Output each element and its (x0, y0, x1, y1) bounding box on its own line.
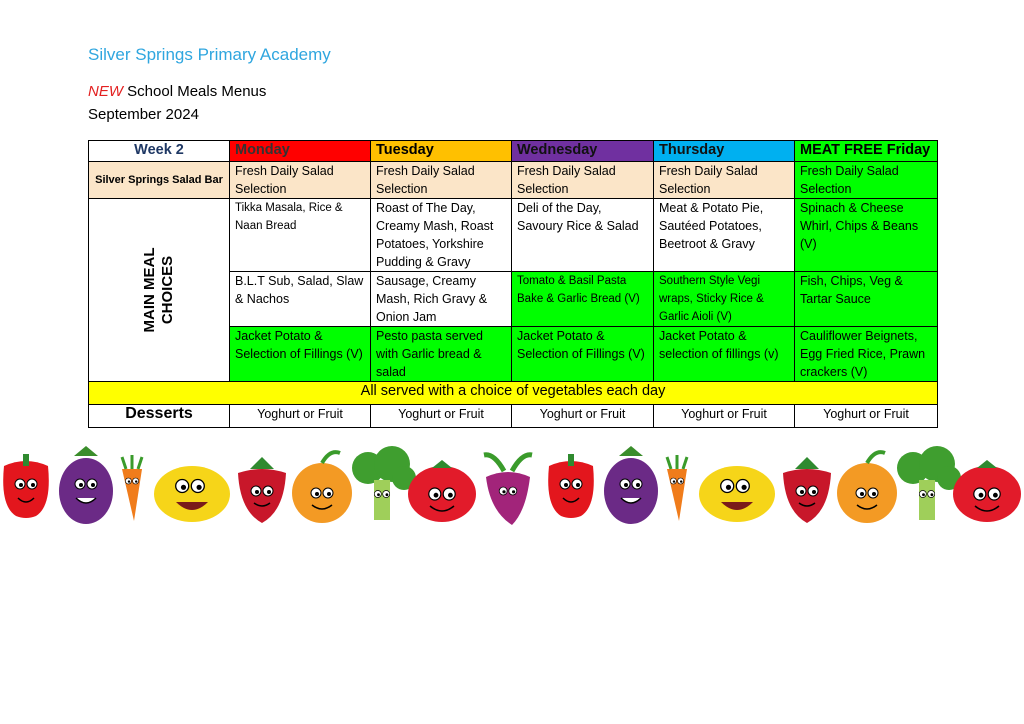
meal-tue-3: Pesto pasta served with Garlic bread & salad (371, 327, 512, 382)
meal-fri-1: Spinach & Cheese Whirl, Chips & Beans (V) (795, 199, 938, 272)
dessert-thursday: Yoghurt or Fruit (654, 405, 795, 428)
meal-mon-3: Jacket Potato & Selection of Fillings (V) (230, 327, 371, 382)
veg-set-2 (548, 446, 1024, 525)
salad-bar-label: Silver Springs Salad Bar (89, 162, 230, 199)
dessert-tuesday: Yoghurt or Fruit (371, 405, 512, 428)
main-meal-label (89, 199, 230, 382)
meal-thu-2: Southern Style Vegi wraps, Sticky Rice & Garlic Aioli (V) (654, 272, 795, 327)
desserts-row (89, 405, 938, 428)
main-row-1 (89, 199, 938, 272)
menu-subtitle (88, 80, 266, 126)
meal-fri-3: Cauliflower Beignets, Egg Fried Rice, Prawn crackers (V) (795, 327, 938, 382)
salad-thursday: Fresh Daily Salad Selection (654, 162, 795, 199)
meal-thu-1: Meat & Potato Pie, Sautéed Potatoes, Beetroot & Gravy (654, 199, 795, 272)
menu-table (88, 140, 938, 428)
header-row (89, 141, 938, 162)
salad-row (89, 162, 938, 199)
school-name: Silver Springs Primary Academy (88, 45, 331, 64)
salad-monday: Fresh Daily Salad Selection (230, 162, 371, 199)
meal-tue-2: Sausage, Creamy Mash, Rich Gravy & Onion Jam (371, 272, 512, 327)
day-monday: Monday (230, 141, 371, 162)
veg-set-1 (3, 446, 532, 525)
main-meal-text: MAIN MEAL CHOICES (141, 247, 176, 333)
dessert-monday: Yoghurt or Fruit (230, 405, 371, 428)
meal-wed-1: Deli of the Day, Savoury Rice & Salad (512, 199, 654, 272)
meal-mon-2: B.L.T Sub, Salad, Slaw & Nachos (230, 272, 371, 327)
salad-friday: Fresh Daily Salad Selection (795, 162, 938, 199)
dessert-friday: Yoghurt or Fruit (795, 405, 938, 428)
meal-wed-3: Jacket Potato & Selection of Fillings (V) (512, 327, 654, 382)
menu-date: September 2024 (88, 106, 199, 123)
menu-title: School Meals Menus (123, 83, 267, 100)
day-tuesday: Tuesday (371, 141, 512, 162)
meal-wed-2: Tomato & Basil Pasta Bake & Garlic Bread (V) (512, 272, 654, 327)
day-wednesday: Wednesday (512, 141, 654, 162)
menu-title-line (88, 80, 266, 103)
meal-tue-1: Roast of The Day, Creamy Mash, Roast Potatoes, Yorkshire Pudding & Gravy (371, 199, 512, 272)
desserts-label: Desserts (89, 405, 230, 428)
week-label: Week 2 (89, 141, 230, 162)
vegetables-row (89, 382, 938, 405)
meal-fri-2: Fish, Chips, Veg & Tartar Sauce (795, 272, 938, 327)
day-friday: MEAT FREE Friday (795, 141, 938, 162)
vegetables-note: All served with a choice of vegetables each day (89, 382, 938, 405)
vegetable-border (0, 436, 1024, 531)
meal-mon-1: Tikka Masala, Rice & Naan Bread (230, 199, 371, 272)
salad-tuesday: Fresh Daily Salad Selection (371, 162, 512, 199)
day-thursday: Thursday (654, 141, 795, 162)
meal-thu-3: Jacket Potato & selection of fillings (v) (654, 327, 795, 382)
dessert-wednesday: Yoghurt or Fruit (512, 405, 654, 428)
new-label: NEW (88, 83, 123, 100)
salad-wednesday: Fresh Daily Salad Selection (512, 162, 654, 199)
